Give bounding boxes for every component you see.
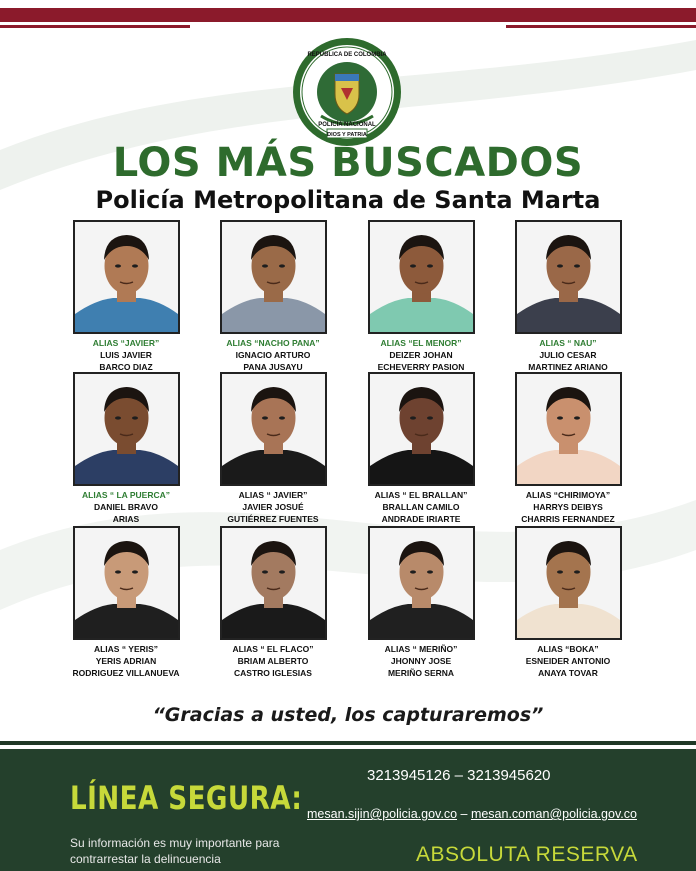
alias-label: ALIAS “ EL BRALLAN” xyxy=(374,490,468,500)
person-name-line-1: JHONNY JOSE xyxy=(390,656,452,666)
alias-label: ALIAS “NACHO PANA” xyxy=(226,338,320,348)
police-seal-logo xyxy=(291,36,403,148)
mugshot-photo xyxy=(368,526,475,640)
wanted-card xyxy=(493,526,643,679)
email-separator: – xyxy=(457,807,471,821)
mugshot-photo xyxy=(515,372,622,486)
wanted-card xyxy=(51,220,201,373)
info-text: Su información es muy importante para contrarrestar la delincuencia xyxy=(70,836,280,866)
alias-label: ALIAS “EL MENOR” xyxy=(380,338,462,348)
person-name-line-2: CHARRIS FERNANDEZ xyxy=(521,514,615,524)
page-subtitle: Policía Metropolitana de Santa Marta xyxy=(95,186,601,214)
wanted-card xyxy=(198,220,348,373)
absoluta-reserva: ABSOLUTA RESERVA xyxy=(416,843,638,866)
person-name-line-2: GUTIÉRREZ FUENTES xyxy=(227,514,319,524)
wanted-card xyxy=(493,220,643,373)
person-name-line-2: PANA JUSAYU xyxy=(243,362,303,372)
email-link-coman[interactable]: mesan.coman@policia.gov.co xyxy=(470,807,637,821)
top-line-left xyxy=(0,25,190,28)
wanted-card xyxy=(51,372,201,525)
email-contacts xyxy=(307,807,637,821)
mugshot-photo xyxy=(515,526,622,640)
email-link-sijin[interactable]: mesan.sijin@policia.gov.co xyxy=(307,807,458,821)
alias-label: ALIAS “ MERIÑO” xyxy=(384,644,458,654)
wanted-card xyxy=(346,526,496,679)
alias-label: ALIAS “ JAVIER” xyxy=(238,490,308,500)
person-name-line-1: BRIAM ALBERTO xyxy=(237,656,309,666)
person-name-line-1: YERIS ADRIAN xyxy=(95,656,157,666)
person-name-line-1: BRALLAN CAMILO xyxy=(382,502,460,512)
footer xyxy=(0,749,696,871)
person-name-line-2: ARIAS xyxy=(112,514,140,524)
person-name-line-2: ANDRADE IRIARTE xyxy=(381,514,461,524)
svg-text:REPÚBLICA DE COLOMBIA: REPÚBLICA DE COLOMBIA xyxy=(307,52,387,58)
mugshot-photo xyxy=(368,372,475,486)
svg-text:DIOS Y PATRIA: DIOS Y PATRIA xyxy=(327,132,367,138)
person-name-line-2: CASTRO IGLESIAS xyxy=(234,668,312,678)
alias-label: ALIAS “BOKA” xyxy=(537,644,599,654)
person-name-line-1: DEIZER JOHAN xyxy=(389,350,453,360)
linea-segura-title: LÍNEA SEGURA: xyxy=(70,779,303,817)
person-name-line-2: MERIÑO SERNA xyxy=(387,668,455,678)
alias-label: ALIAS “ NAU” xyxy=(539,338,597,348)
mugshot-photo xyxy=(73,526,180,640)
alias-label: ALIAS “ YERIS” xyxy=(93,644,159,654)
wanted-card xyxy=(346,220,496,373)
alias-label: ALIAS “JAVIER” xyxy=(92,338,160,348)
person-name-line-2: ECHEVERRY PASION xyxy=(377,362,465,372)
person-name-line-2: MARTINEZ ARIANO xyxy=(528,362,608,372)
wanted-card xyxy=(51,526,201,679)
wanted-card xyxy=(198,372,348,525)
alias-label: ALIAS “ EL FLACO” xyxy=(232,644,314,654)
top-line-right xyxy=(506,25,696,28)
alias-label: ALIAS “CHIRIMOYA” xyxy=(525,490,611,500)
person-name-line-2: BARCO DIAZ xyxy=(99,362,153,372)
wanted-card xyxy=(346,372,496,525)
person-name-line-1: IGNACIO ARTURO xyxy=(235,350,311,360)
top-banner-bar xyxy=(0,8,696,22)
person-name-line-1: DANIEL BRAVO xyxy=(94,502,158,512)
page-title: LOS MÁS BUSCADOS xyxy=(112,140,584,186)
mugshot-photo xyxy=(220,526,327,640)
wanted-card xyxy=(198,526,348,679)
slogan: “Gracias a usted, los capturaremos” xyxy=(152,704,544,726)
person-name-line-1: JAVIER JOSUÉ xyxy=(242,502,304,512)
person-name-line-2: ANAYA TOVAR xyxy=(538,668,598,678)
phone-numbers[interactable]: 3213945126 – 3213945620 xyxy=(367,767,551,784)
mugshot-photo xyxy=(368,220,475,334)
mugshot-photo xyxy=(220,372,327,486)
wanted-card xyxy=(493,372,643,525)
svg-text:POLICÍA NACIONAL: POLICÍA NACIONAL xyxy=(318,122,376,128)
person-name-line-1: LUIS JAVIER xyxy=(100,350,152,360)
mugshot-photo xyxy=(515,220,622,334)
mugshot-photo xyxy=(73,220,180,334)
mugshot-photo xyxy=(73,372,180,486)
footer-divider xyxy=(0,741,696,745)
person-name-line-2: RODRIGUEZ VILLANUEVA xyxy=(72,668,180,678)
person-name-line-1: HARRYS DEIBYS xyxy=(533,502,603,512)
person-name-line-1: ESNEIDER ANTONIO xyxy=(525,656,611,666)
mugshot-photo xyxy=(220,220,327,334)
alias-label: ALIAS “ LA PUERCA” xyxy=(82,490,170,500)
person-name-line-1: JULIO CESAR xyxy=(539,350,597,360)
